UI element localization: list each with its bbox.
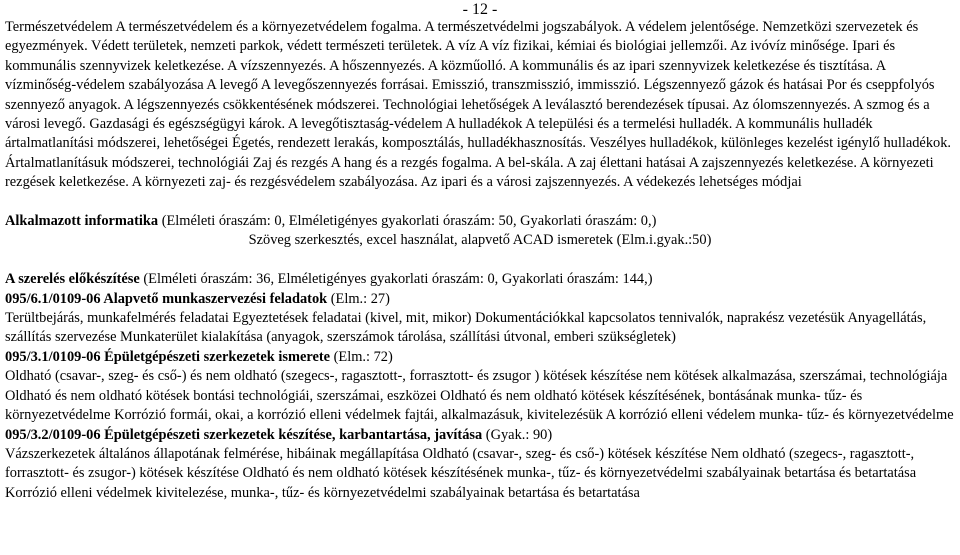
module-text: Oldható (csavar-, szeg- és cső-) és nem oldható (szegecs-, ragasztott-, forrasztott- és zsugor ) kötések készítése nem kötések alkalmazása, szerszámai, technológiája Oldható és nem oldható kötések bontási technológiái, szerszámai, eszközei Oldható és nem oldható kötések készítésének, bontásának munka- tűz- és környezetvédelme Korrózió formái, okai, a korrózió elleni védelmek fajtái, alkalmazásuk, kivitelezésük A korrózió elleni védelem munka- tűz- és környezetvédelme — [5, 368, 954, 424]
paragraph-environmental-protection: Természetvédelem A természetvédelem és a környezetvédelem fogalma. A természetvédelmi jogszabályok. A védelem jelentősége. Nemzetközi szervezetek és egyezmények. Védett területek, nemzeti parkok, védett természeti területek. A víz A víz fizikai, kémiai és biológiai jellemzői. Az ivóvíz minősége. Ipari és kommunális szennyvizek keletkezése. A vízszennyezés. A hőszennyezés. A közműolló. A kommunális és az ipari szennyvizek keletkezése és tisztítása. A vízminőség-védelem szabályozása A levegő A levegőszennyezés forrásai. Emisszió, transzmisszió, immisszió. Légszennyező gázok és hatásai Por és cseppfolyós szennyező anyagok. A légszennyezés csökkentésének módszerei. Technológiai lehetőségek A leválasztó berendezések típusai. Az ólomszennyezés. A szmog és a városi levegő. Gazdasági és egészségügyi károk. A levegőtisztaság-védelem A hulladékok A települési és a termelési hulladék. A kommunális hulladék ártalmatlanítási módszerei, lehetőségei Égetés, rendezett lerakás, komposztálás, hulladékhasznosítás. Veszélyes hulladékok, különleges kezelést igénylő hulladékok. Ártalmatlanításuk módszerei, technológiái Zaj és rezgés A hang és a rezgés fogalma. A bel-skála. A zaj élettani hatásai A zajszennyezés keletkezése. A környezeti rezgések keletkezése. A környezeti zaj- és rezgésvédelem szabályozása. Az ipari és a városi zajszennyezés. A védekezés lehetséges módjai — [5, 19, 952, 191]
section-assembly-preparation — [5, 270, 955, 289]
module-heading — [5, 290, 955, 309]
module-hours: (Elm.: 72) — [330, 348, 393, 365]
module-text: Vázszerkezetek általános állapotának felmérése, hibáinak megállapítása Oldható (csavar-, szeg- és cső-) kötések készítése Nem oldható (szegecs-, ragasztott-, forrasztott- és zsugor-) kötések készítése Oldható és nem oldható kötések készítésének munka-, tűz- és környezetvédelmi szabályainak betartása és betartatása Korrózió elleni védelmek kivitelezése, munka-, tűz- és környezetvédelmi szabályainak betartása és betartatása — [5, 445, 917, 501]
module-title: 095/6.1/0109-06 Alapvető munkaszervezési feladatok — [5, 290, 328, 307]
module-title: 095/3.1/0109-06 Épületgépészeti szerkezetek ismerete — [5, 348, 331, 365]
page-number: - 12 - — [462, 1, 498, 18]
module-heading — [5, 348, 955, 367]
module-hours: (Elm.: 27) — [327, 290, 390, 307]
module-text: Terültbejárás, munkafelmérés feladatai Egyeztetések feladatai (kivel, mit, mikor) Dokumentációkkal kapcsolatos tennivalók, naprakész vezetésük Anyagellátás, szállítás szervezése Munkaterület kialakítása (anyagok, szerszámok tárolása, szállítási útvonal, emberi szükségletek) — [5, 310, 927, 346]
document-body — [5, 18, 955, 503]
blank-line — [5, 193, 955, 212]
section-hours: (Elméleti óraszám: 36, Elméletigényes gyakorlati óraszám: 0, Gyakorlati óraszám: 144,) — [139, 271, 653, 288]
section-applied-informatics — [5, 212, 955, 231]
blank-line — [5, 251, 955, 270]
module-heading — [5, 426, 955, 445]
section-title: A szerelés előkészítése — [5, 271, 140, 288]
module-hours: (Gyak.: 90) — [482, 426, 553, 443]
module-title: 095/3.2/0109-06 Épületgépészeti szerkezetek készítése, karbantartása, javítása — [5, 426, 483, 443]
section-title: Alkalmazott informatika — [5, 213, 159, 230]
section-subtitle: Szöveg szerkesztés, excel használat, alapvető ACAD ismeretek (Elm.i.gyak.:50) — [248, 232, 712, 249]
section-hours: (Elméleti óraszám: 0, Elméletigényes gyakorlati óraszám: 50, Gyakorlati óraszám: 0,) — [158, 213, 657, 230]
